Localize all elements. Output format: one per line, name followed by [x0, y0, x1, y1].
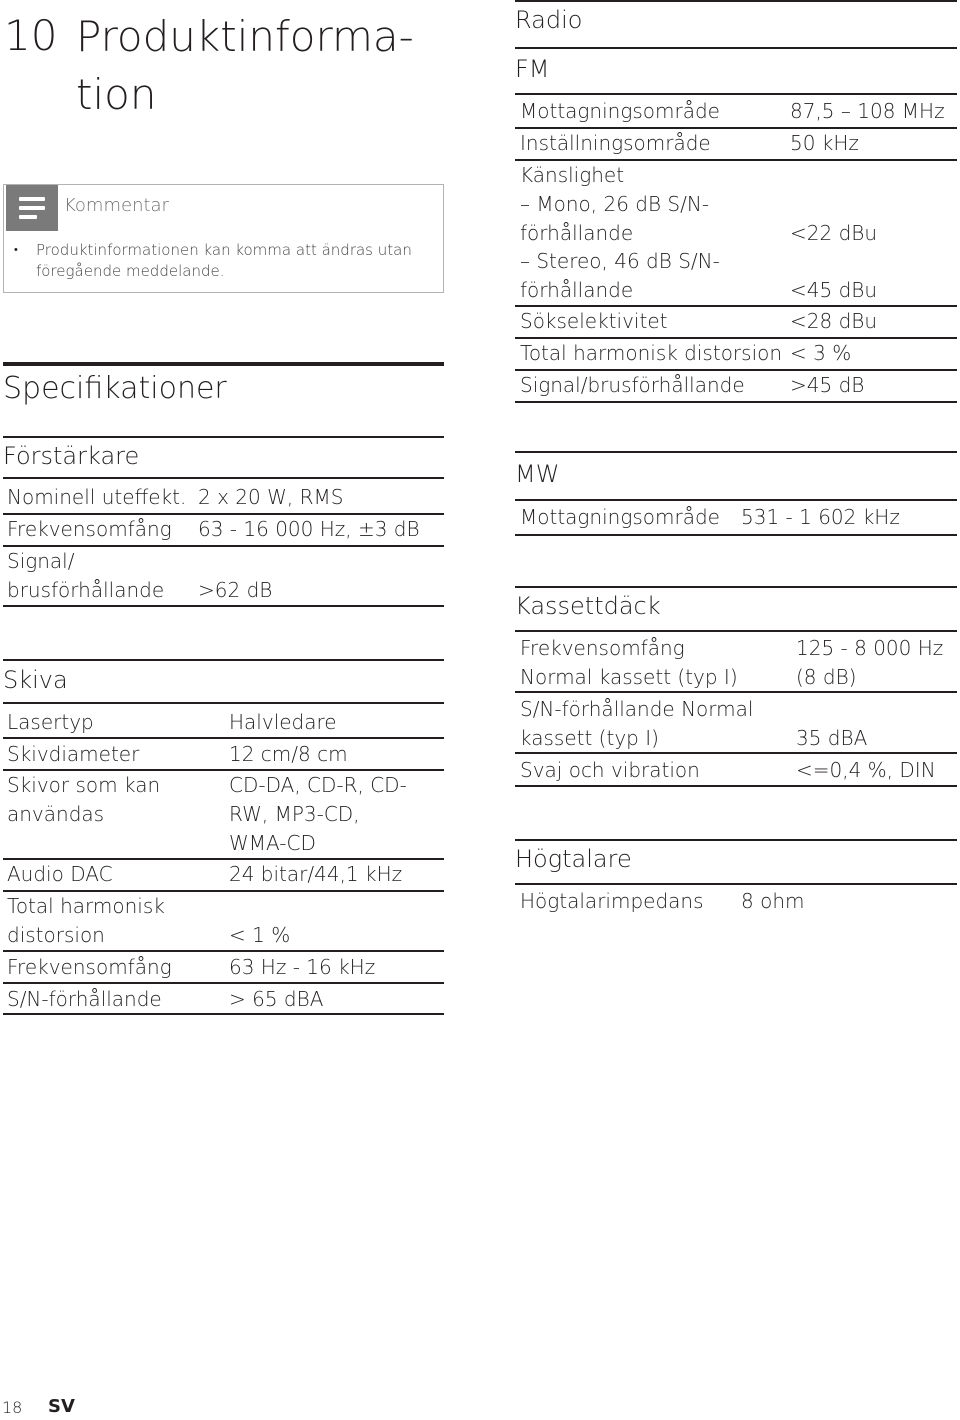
table-value: > 65 dBA [229, 987, 324, 1011]
table-label: Mottagningsområde [520, 99, 720, 123]
table-value: <=0,4 %, DIN [796, 758, 936, 782]
page-number: 18 [2, 1398, 23, 1417]
table-label: Svaj och vibration [520, 758, 700, 782]
table-rule [3, 605, 444, 607]
note-text: Produktinformationen kan komma att ändras utan föregående meddelande. [36, 241, 412, 280]
language-code: SV [48, 1396, 75, 1417]
table-label: Signal/ brusförhållande [7, 549, 165, 602]
table-label: Skivdiameter [7, 742, 140, 766]
table-label: Skivor som kan användas [7, 773, 161, 826]
table-value: >62 dB [198, 578, 273, 602]
amplifier-heading: Förstärkare [3, 442, 140, 470]
table-rule [515, 451, 957, 453]
table-rule [515, 630, 957, 632]
table-rule [3, 950, 444, 952]
table-label: Sökselektivitet [520, 309, 668, 333]
cassette-heading: Kassettdäck [515, 592, 661, 620]
table-rule [3, 702, 444, 704]
table-label: Total harmonisk distorsion [520, 341, 783, 365]
table-value: < 1 % [229, 923, 291, 947]
table-label: Lasertyp [7, 710, 94, 734]
table-value: 24 bitar/44,1 kHz [229, 862, 403, 886]
table-rule [515, 785, 957, 787]
table-value: 531 - 1 602 kHz [741, 505, 900, 529]
table-rule [3, 477, 444, 479]
table-label: Total harmonisk distorsion [7, 894, 165, 947]
disc-heading: Skiva [3, 666, 68, 694]
table-label: Nominell uteffekt. [7, 485, 187, 509]
table-value: 2 x 20 W, RMS [198, 485, 344, 509]
table-label: Audio DAC [7, 862, 113, 886]
table-value: <45 dBu [790, 278, 878, 302]
table-rule [3, 982, 444, 984]
table-rule [515, 499, 957, 501]
mw-heading: MW [515, 460, 560, 488]
table-value: 12 cm/8 cm [229, 742, 348, 766]
table-rule [3, 1013, 444, 1015]
note-icon [6, 185, 58, 231]
table-rule [3, 737, 444, 739]
table-rule [515, 752, 957, 754]
table-value: 50 kHz [790, 131, 859, 155]
table-value: 8 ohm [741, 889, 805, 913]
speakers-heading: Högtalare [515, 845, 632, 873]
radio-heading: Radio [515, 6, 583, 34]
table-value: >45 dB [790, 373, 865, 397]
table-rule [515, 401, 957, 403]
table-rule [3, 659, 444, 661]
table-rule [515, 93, 957, 95]
table-label: Inställningsområde [520, 131, 711, 155]
specs-heading: Specifikationer [3, 371, 227, 406]
table-label: Mottagningsområde [520, 505, 720, 529]
table-label: – Mono, 26 dB S/N-förhållande [520, 192, 710, 245]
note-bullet: • [14, 243, 18, 256]
table-value: <22 dBu [790, 221, 878, 245]
table-value: 125 - 8 000 Hz (8 dB) [796, 636, 944, 689]
table-label: Frekvensomfång [7, 517, 172, 541]
table-value: 63 - 16 000 Hz, ±3 dB [198, 517, 420, 541]
table-rule [515, 691, 957, 693]
table-rule [515, 586, 957, 588]
table-label: Högtalarimpedans [520, 889, 704, 913]
table-rule [3, 436, 444, 438]
table-label: Frekvensomfång Normal kassett (typ I) [520, 636, 738, 689]
table-rule [515, 0, 957, 2]
chapter-number: 10 [4, 11, 58, 60]
table-label: S/N-förhållande [7, 987, 162, 1011]
table-value: CD-DA, CD-R, CD-RW, MP3-CD, WMA-CD [229, 773, 407, 855]
table-value: 63 Hz - 16 kHz [229, 955, 376, 979]
table-label: Känslighet [520, 163, 625, 187]
table-label: Signal/brusförhållande [520, 373, 745, 397]
table-value: Halvledare [229, 710, 337, 734]
table-rule [515, 534, 957, 536]
table-rule [515, 839, 957, 841]
section-rule [3, 362, 444, 366]
table-label: Frekvensomfång [7, 955, 172, 979]
table-value: 35 dBA [796, 726, 868, 750]
note-title: Kommentar [64, 195, 169, 216]
fm-heading: FM [515, 55, 550, 83]
table-label: – Stereo, 46 dB S/N-förhållande [520, 249, 720, 302]
chapter-title: Produktinforma-tion [76, 12, 414, 119]
table-rule [515, 47, 957, 49]
table-value: < 3 % [790, 341, 852, 365]
table-value: 87,5 – 108 MHz [790, 99, 945, 123]
note-box [3, 184, 444, 293]
table-label: S/N-förhållande Normal kassett (typ I) [520, 697, 754, 750]
table-rule [515, 883, 957, 885]
table-value: <28 dBu [790, 309, 878, 333]
